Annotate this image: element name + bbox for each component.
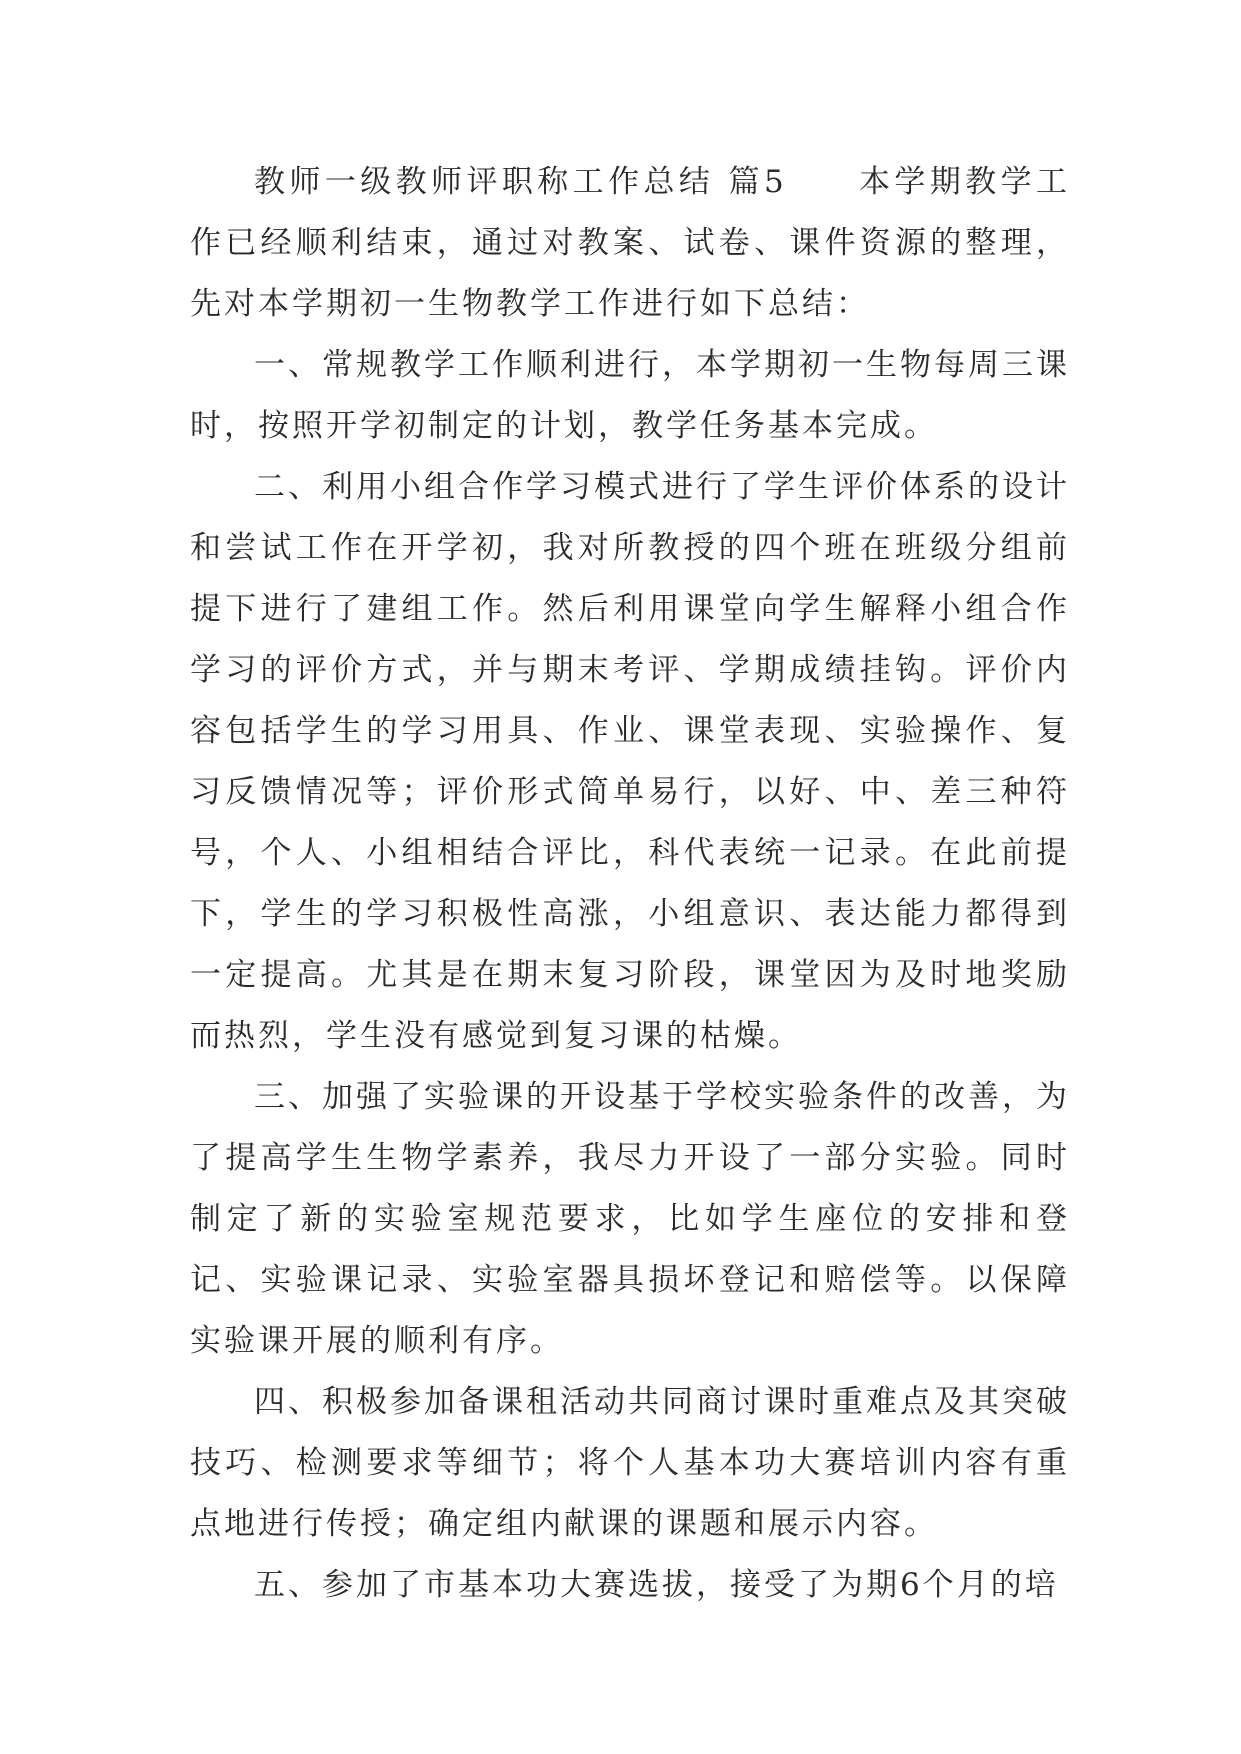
paragraph-3: 三、加强了实验课的开设基于学校实验条件的改善，为了提高学生生物学素养，我尽力开设了一部分实验。同时制定了新的实验室规范要求，比如学生座位的安排和登记、实验课记录、实验室器具损坏登记和赔偿等。以保障实验课开展的顺利有序。 [190,1079,1070,1359]
document-body [190,152,1070,1616]
paragraph-1: 一、常规教学工作顺利进行，本学期初一生物每周三课时，按照开学初制定的计划，教学任务基本完成。 [190,347,1070,444]
paragraph-2: 二、利用小组合作学习模式进行了学生评价体系的设计和尝试工作在开学初，我对所教授的四个班在班级分组前提下进行了建组工作。然后利用课堂向学生解释小组合作学习的评价方式，并与期末考评、学期成绩挂钩。评价内容包括学生的学习用具、作业、课堂表现、实验操作、复习反馈情况等；评价形式简单易行，以好、中、差三种符号，个人、小组相结合评比，科代表统一记录。在此前提下，学生的学习积极性高涨，小组意识、表达能力都得到一定提高。尤其是在期末复习阶段，课堂因为及时地奖励而热烈，学生没有感觉到复习课的枯燥。 [190,469,1070,1054]
paragraph-4: 四、积极参加备课租活动共同商讨课时重难点及其突破技巧、检测要求等细节；将个人基本功大赛培训内容有重点地进行传授；确定组内献课的课题和展示内容。 [190,1384,1070,1542]
paragraph-intro: 教师一级教师评职称工作总结 篇5 本学期教学工作已经顺利结束，通过对教案、试卷、课件资源的整理，先对本学期初一生物教学工作进行如下总结： [190,164,1070,322]
paragraph-5: 五、参加了市基本功大赛选拔，接受了为期6个月的培 [254,1567,1059,1603]
